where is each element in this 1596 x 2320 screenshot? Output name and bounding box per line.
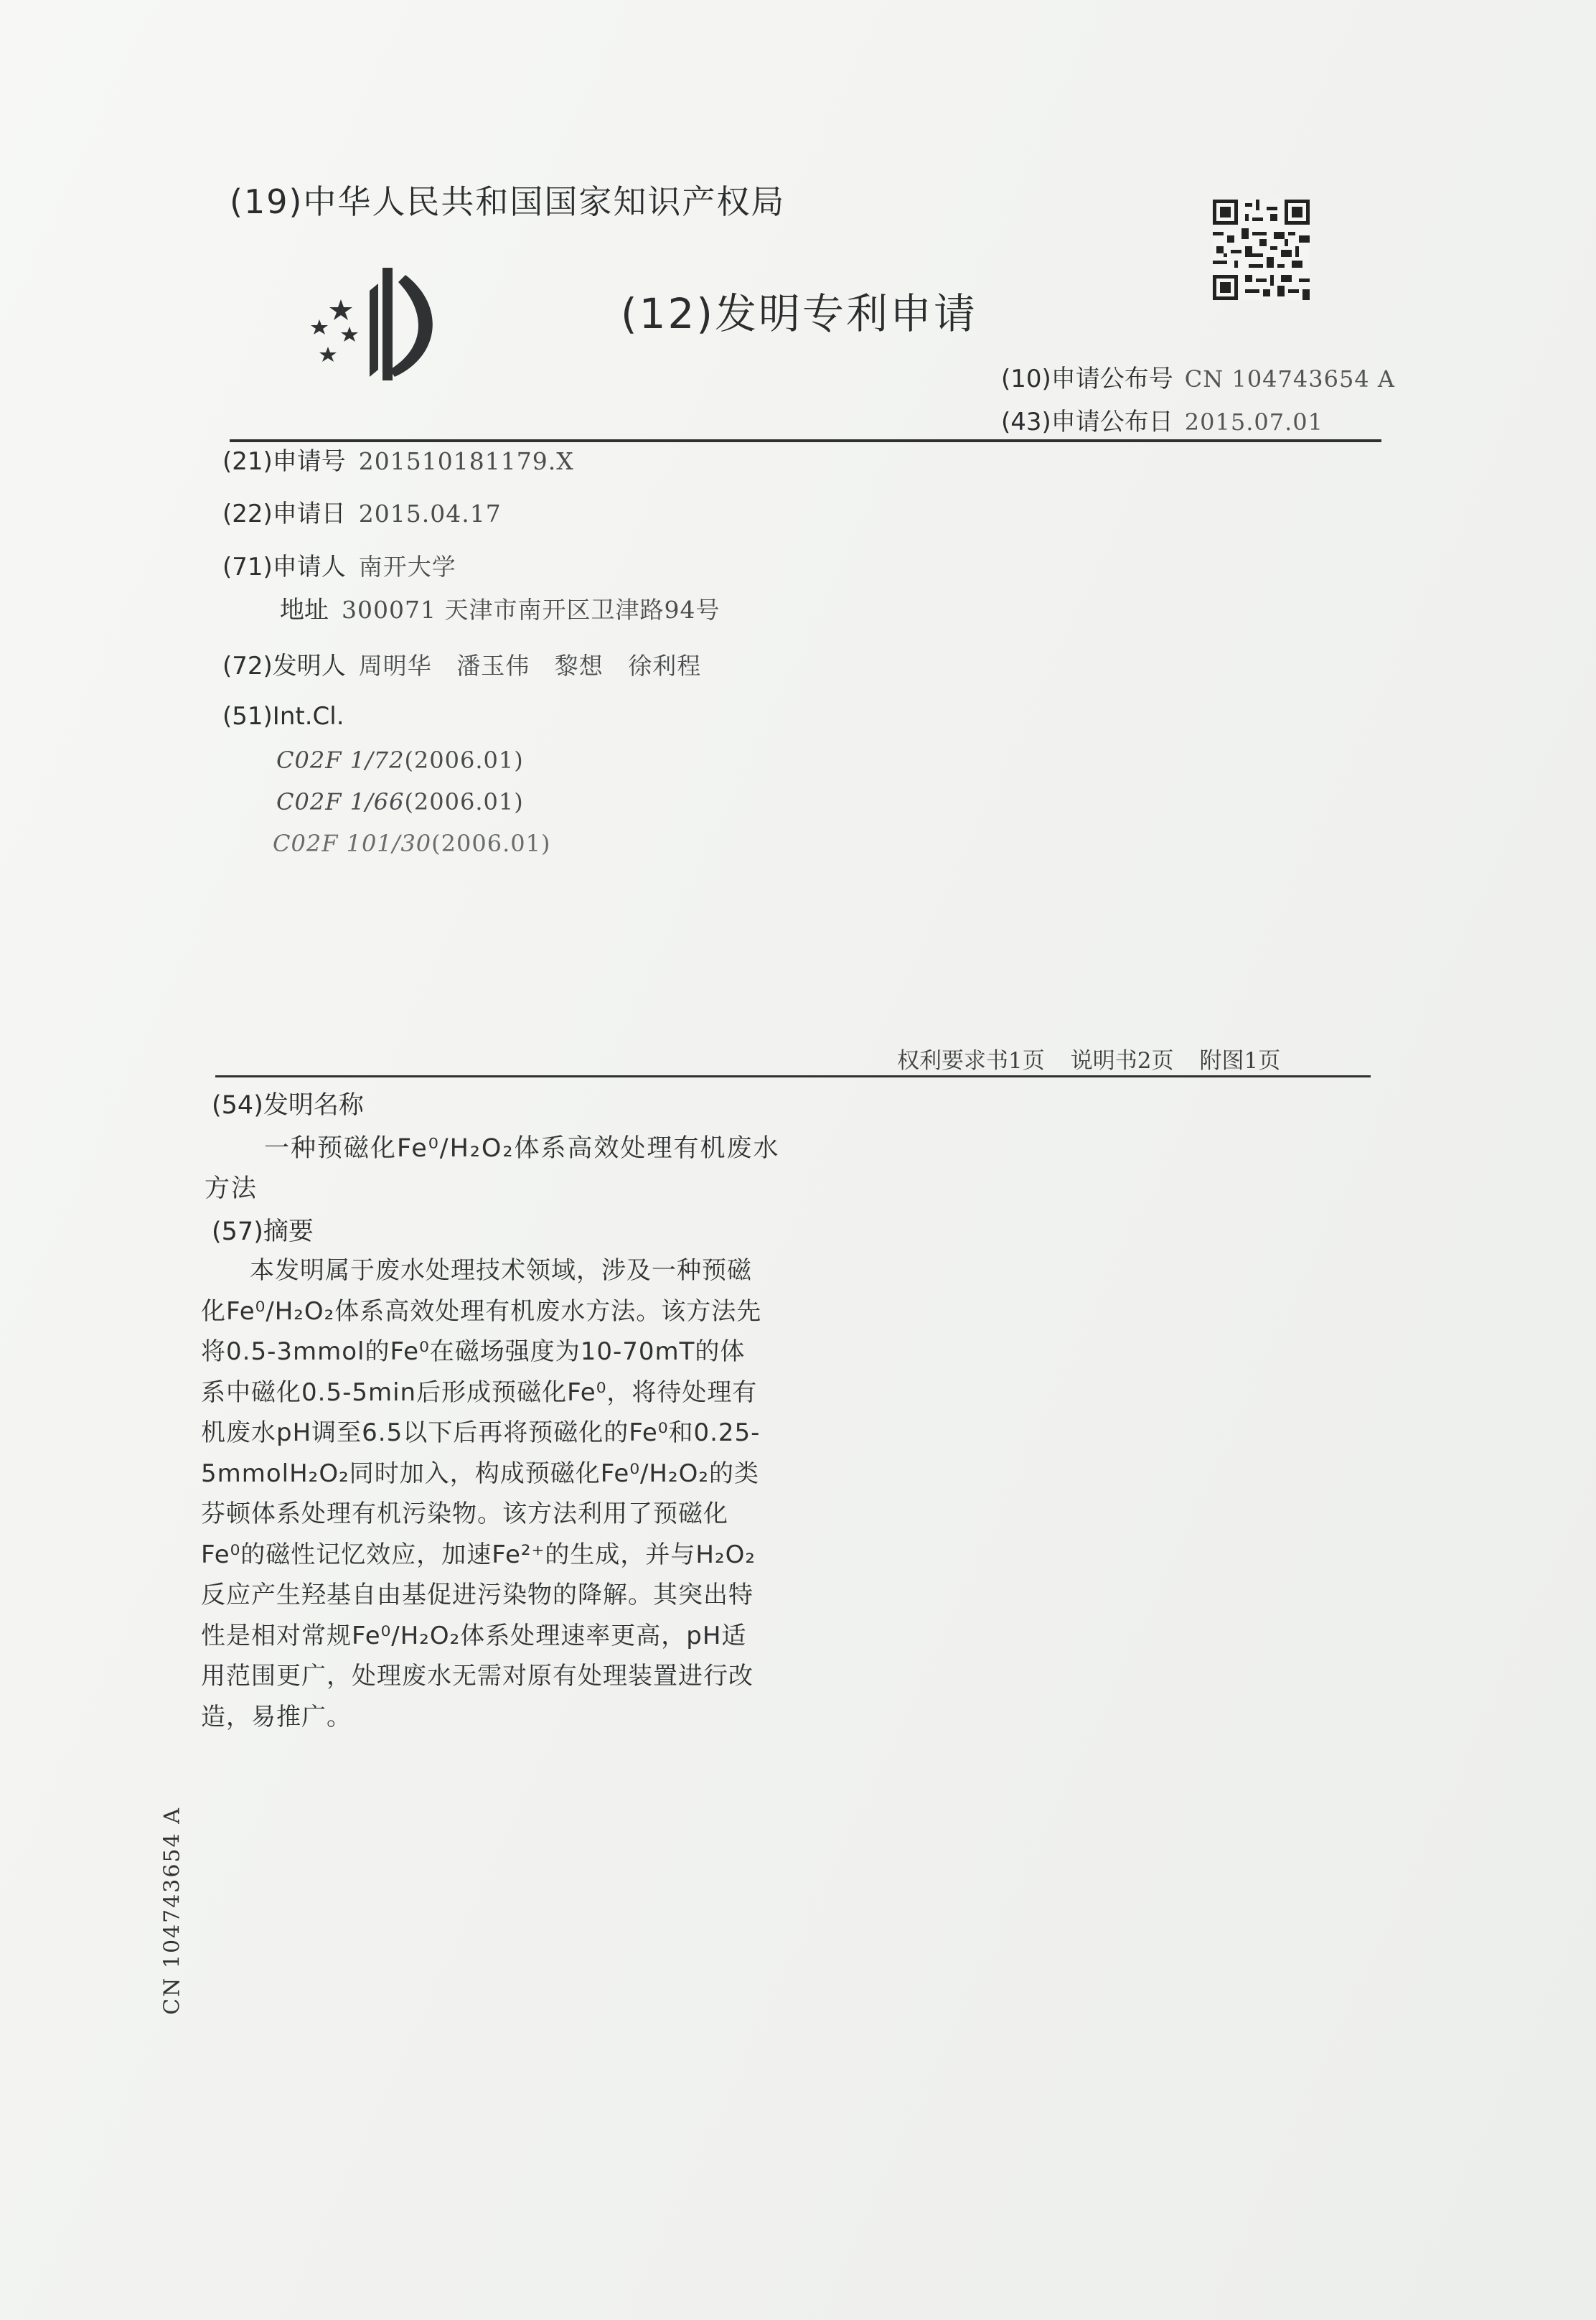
- applicant-label: (71)申请人: [222, 553, 346, 581]
- publication-number: CN 104743654 A: [1184, 365, 1395, 393]
- abstract-section-label: (57)摘要: [212, 1217, 314, 1246]
- publication-date-row: [1001, 402, 1323, 437]
- intcl-version: (2006.01): [431, 830, 551, 857]
- intcl-label: (51)Int.Cl.: [222, 702, 344, 731]
- intcl-version: (2006.01): [404, 788, 524, 815]
- intcl-code: C02F 1/66: [276, 788, 405, 815]
- invention-title-line2: 方法: [205, 1174, 258, 1203]
- applicant-name: 南开大学: [358, 553, 456, 581]
- drawings-pages: 附图1页: [1199, 1048, 1281, 1074]
- side-publication-number-text: CN 104743654 A: [159, 1807, 185, 2015]
- publication-date: 2015.07.01: [1184, 408, 1324, 436]
- abstract-divider: [215, 1075, 1371, 1077]
- application-number-label: (21)申请号: [222, 447, 346, 476]
- invention-title-line1: 一种预磁化Fe⁰/H₂O₂体系高效处理有机废水: [264, 1134, 780, 1163]
- inventors-row: [222, 646, 701, 681]
- address-label: 地址: [280, 596, 329, 625]
- intcl-entry: [276, 747, 524, 774]
- qr-code-icon: [1213, 200, 1310, 300]
- intcl-code: C02F 1/72: [276, 747, 405, 774]
- page-count-info: [897, 1042, 1306, 1075]
- address-value: 300071 天津市南开区卫津路94号: [342, 596, 720, 624]
- cnipa-emblem-icon: [298, 262, 441, 384]
- intcl-code: C02F 101/30: [273, 830, 432, 857]
- abstract-text: 本发明属于废水处理技术领域，涉及一种预磁化Fe⁰/H₂O₂体系高效处理有机废水方法。该方法先将0.5-3mmol的Fe⁰在磁场强度为10-70mT的体系中磁化0.5-5min后形成预磁化Fe⁰，将待处理有机废水pH调至6.5以下后再将预磁化的Fe⁰和0.25-5mmolH₂O₂同时加入，构成预磁化Fe⁰/H₂O₂的类芬顿体系处理有机污染物。该方法利用了预磁化Fe⁰的磁性记忆效应，加速Fe²⁺的生成，并与H₂O₂反应产生羟基自由基促进污染物的降解。其突出特性是相对常规Fe⁰/H₂O₂体系处理速率更高，pH适用范围更广，处理废水无需对原有处理装置进行改造，易推广。: [201, 1256, 762, 1731]
- application-date-label: (22)申请日: [222, 500, 346, 528]
- document-type-title: (12)发明专利申请: [621, 289, 978, 338]
- publication-date-label: (43)申请公布日: [1001, 408, 1173, 436]
- applicant-row: [222, 547, 456, 582]
- application-date-row: [222, 494, 502, 529]
- intcl-version: (2006.01): [404, 747, 524, 774]
- application-number: 201510181179.X: [358, 447, 574, 475]
- description-pages: 说明书2页: [1070, 1048, 1174, 1074]
- title-section-label: (54)发明名称: [212, 1091, 364, 1120]
- side-publication-number: [158, 1807, 187, 2015]
- publication-number-label: (10)申请公布号: [1001, 365, 1173, 393]
- inventors-list: 周明华 潘玉伟 黎想 徐利程: [358, 652, 702, 680]
- application-date: 2015.04.17: [358, 500, 502, 528]
- publication-number-row: [1001, 359, 1395, 394]
- address-row: [280, 590, 720, 625]
- intcl-entry: [273, 830, 550, 857]
- application-number-row: [222, 441, 574, 477]
- intcl-entry: [276, 788, 524, 815]
- inventors-label: (72)发明人: [222, 652, 346, 680]
- patent-office-name: (19)中华人民共和国国家知识产权局: [230, 182, 786, 221]
- claims-pages: 权利要求书1页: [897, 1048, 1045, 1074]
